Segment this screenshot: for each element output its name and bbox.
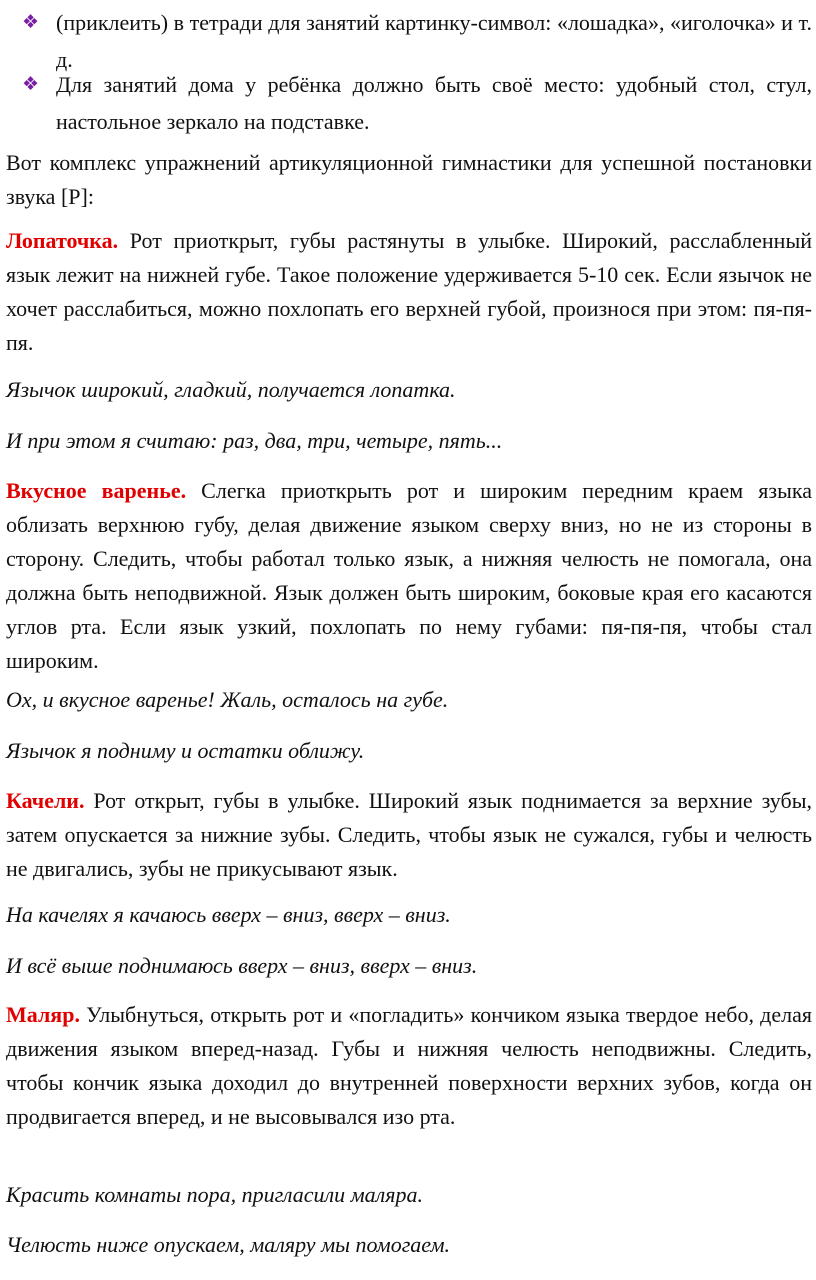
exercise-title: Лопаточка. (6, 228, 119, 253)
bullet-item (6, 66, 812, 140)
exercise-title: Качели. (6, 788, 85, 813)
intro-paragraph: Вот комплекс упражнений артикуляционной гимнастики для успешной постановки звука [Р]: (6, 150, 812, 209)
exercise-text: Слегка приоткрыть рот и широким передним краем языка облизать верхнюю губу, делая движение языком сверху вниз, но не из стороны в сторону. Следить, чтобы работал только язык, а нижняя челюсть не помогала, она должна быть неподвижной. Язык должен быть широким, боковые края его касаются углов рта. Если язык узкий, похлопать по нему губами: пя-пя-пя, чтобы стал широким. (6, 478, 812, 673)
bullet-text: (приклеить) в тетради для занятий картинку-символ: «лошадка», «иголочка» и т. д. (56, 10, 812, 72)
exercise-verse-line: И при этом я считаю: раз, два, три, четыре, пять... (6, 428, 503, 453)
exercise-paragraph (6, 474, 812, 678)
exercise-paragraph (6, 998, 812, 1134)
exercise-verse-line: Ох, и вкусное варенье! Жаль, осталось на губе. (6, 687, 449, 712)
exercise-verse-line: И всё выше поднимаюсь вверх – вниз, вверх – вниз. (6, 953, 478, 978)
exercise-paragraph (6, 784, 812, 886)
exercise-text: Рот открыт, губы в улыбке. Широкий язык поднимается за верхние зубы, затем опускается за нижние зубы. Следить, чтобы язык не сужался, губы и челюсть не двигались, зубы не прикусывают язык. (6, 788, 812, 881)
diamond-bullet-icon: ❖ (22, 11, 40, 33)
exercise-verse-line: Язычок широкий, гладкий, получается лопатка. (6, 377, 456, 402)
exercise-verse-line: Язычок я подниму и остатки оближу. (6, 738, 365, 763)
exercise-text: Улыбнуться, открыть рот и «погладить» кончиком языка твердое небо, делая движения языком вперед-назад. Губы и нижняя челюсть неподвижны. Следить, чтобы кончик языка доходил до внутренней поверхности верхних зубов, когда он продвигается вперед, и не высовывался изо рта. (6, 1002, 812, 1129)
bullet-text: Для занятий дома у ребёнка должно быть своё место: удобный стол, стул, настольное зеркало на подставке. (56, 72, 812, 134)
diamond-bullet-icon: ❖ (22, 73, 40, 95)
exercise-title: Маляр. (6, 1002, 80, 1027)
exercise-verse-line: Красить комнаты пора, пригласили маляра. (6, 1182, 424, 1207)
exercise-title: Вкусное варенье. (6, 478, 187, 503)
exercise-verse-line: На качелях я качаюсь вверх – вниз, вверх – вниз. (6, 902, 451, 927)
exercise-verse-line: Челюсть ниже опускаем, маляру мы помогаем. (6, 1232, 451, 1257)
exercise-paragraph (6, 224, 812, 360)
exercise-text: Рот приоткрыт, губы растянуты в улыбке. Широкий, расслабленный язык лежит на нижней губе. Такое положение удерживается 5-10 сек. Если язычок не хочет расслабиться, можно похлопать его верхней губой, произнося при этом: пя-пя-пя. (6, 228, 812, 355)
